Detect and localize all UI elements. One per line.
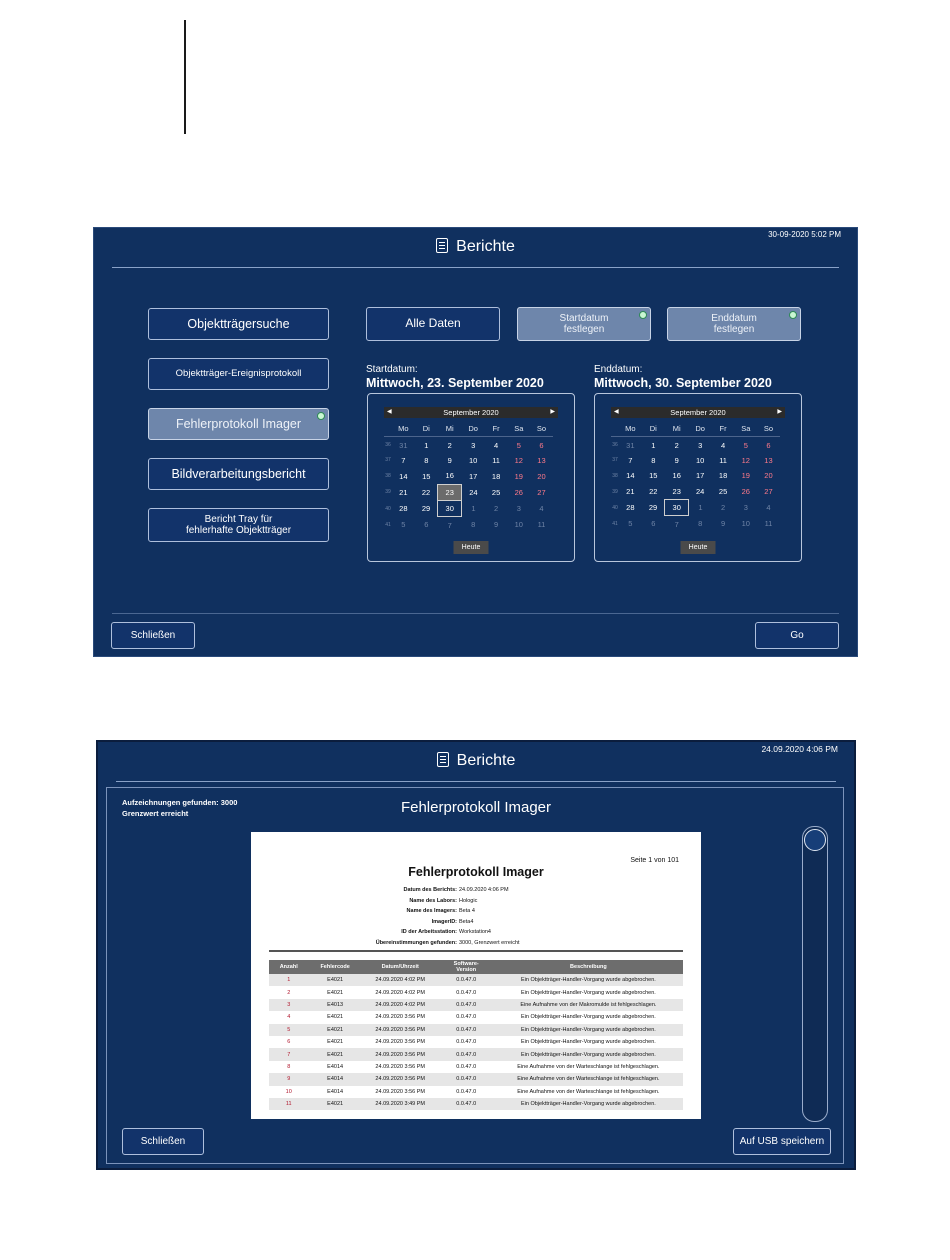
calendar-day[interactable]: 11 — [719, 455, 727, 465]
end-date-value: Mittwoch, 30. September 2020 — [594, 376, 772, 390]
calendar-day[interactable]: 9 — [447, 455, 452, 465]
table-cell: 4 — [287, 1014, 291, 1021]
table-cell: 6 — [287, 1039, 291, 1046]
table-row — [269, 1073, 683, 1085]
calendar-grid — [611, 421, 780, 532]
next-month-icon[interactable]: ▶ — [777, 409, 782, 415]
calendar-day[interactable]: 31 — [399, 440, 408, 450]
table-cell: 11 — [269, 1098, 308, 1110]
table-row — [269, 974, 683, 986]
calendar-day[interactable]: 25 — [718, 487, 728, 496]
nav-error-log-imager-button[interactable] — [148, 408, 329, 440]
set-start-date-label: Startdatum festlegen — [559, 312, 609, 335]
calendar-grid — [384, 421, 553, 533]
week-number: 39 — [612, 488, 618, 495]
table-cell: Ein Objektträger-Handler-Vorgang wurde abgebrochen. — [520, 1039, 656, 1046]
reports-screen-date-selection — [93, 227, 858, 657]
calendar-day[interactable]: 1 — [471, 504, 476, 514]
metadata-row — [251, 908, 701, 918]
table-cell: E4014 — [308, 1073, 361, 1085]
calendar-day[interactable]: 17 — [468, 471, 478, 481]
calendar-day[interactable]: 8 — [471, 520, 476, 530]
calendar-day[interactable]: 5 — [401, 520, 406, 530]
weekday-header: Mi — [438, 421, 462, 437]
calendar-day[interactable]: 23 — [438, 484, 462, 500]
weekday-header: Sa — [734, 421, 757, 437]
table-cell: 24.09.2020 3:56 PM — [375, 1063, 425, 1070]
table-cell: E4014 — [327, 1088, 344, 1095]
calendar-day[interactable]: 28 — [399, 504, 408, 514]
metadata-key: ImagerID: — [431, 918, 457, 925]
month-bar — [384, 407, 558, 418]
week-number: 40 — [385, 505, 391, 512]
calendar-day[interactable]: 18 — [718, 471, 728, 481]
week-number: 40 — [612, 504, 618, 511]
calendar-day[interactable]: 6 — [766, 440, 771, 450]
calendar-day[interactable]: 8 — [651, 455, 656, 465]
weekday-header: Fr — [485, 421, 508, 437]
nav-error-log-label: Fehlerprotokoll Imager — [175, 416, 302, 431]
table-cell: 0.0.47.0 — [439, 1048, 494, 1060]
weekday-header: Fr — [712, 421, 735, 437]
end-date-label: Enddatum: — [594, 364, 643, 375]
calendar-day[interactable]: 4 — [539, 504, 544, 514]
calendar-day[interactable]: 28 — [626, 503, 635, 513]
table-cell: E4013 — [308, 999, 361, 1011]
metadata-key: ID der Arbeitsstation: — [401, 929, 457, 935]
weekday-header: Mo — [619, 421, 642, 437]
week-number: 39 — [385, 489, 391, 496]
weekday-header: Di — [642, 421, 665, 437]
calendar-day[interactable]: 20 — [537, 471, 546, 481]
table-cell: Ein Objektträger-Handler-Vorgang wurde abgebrochen. — [494, 1098, 683, 1110]
table-cell: E4021 — [308, 1048, 361, 1060]
calendar-day[interactable]: 30 — [438, 500, 462, 516]
calendar-day[interactable]: 4 — [494, 440, 499, 450]
calendar-day[interactable]: 22 — [649, 487, 658, 496]
table-cell: Ein Objektträger-Handler-Vorgang wurde abgebrochen. — [520, 1014, 656, 1021]
calendar-day[interactable]: 8 — [424, 455, 429, 465]
page-title: Berichte — [456, 238, 515, 255]
table-cell: 24.09.2020 3:56 PM — [362, 1024, 439, 1036]
page-indicator: Seite 1 von 101 — [630, 857, 679, 864]
scroll-thumb[interactable] — [804, 829, 826, 851]
close-button[interactable]: Schließen — [122, 1128, 204, 1155]
calendar-day[interactable]: 26 — [514, 487, 523, 497]
week-number: 41 — [612, 520, 618, 527]
calendar-day[interactable]: 7 — [628, 455, 633, 465]
metadata-key: Name des Labors: — [409, 897, 457, 904]
table-cell: 0.0.47.0 — [439, 1024, 494, 1036]
table-cell: E4021 — [327, 1039, 344, 1046]
metadata-key: Übereinstimmungen gefunden: — [375, 939, 457, 946]
today-button[interactable]: Heute — [681, 541, 716, 554]
calendar-day[interactable]: 15 — [649, 471, 658, 481]
table-cell: Ein Objektträger-Handler-Vorgang wurde abgebrochen. — [520, 989, 656, 996]
table-row — [269, 1024, 683, 1036]
header — [94, 238, 857, 256]
next-month-icon[interactable]: ▶ — [550, 409, 555, 415]
table-cell: E4014 — [327, 1063, 344, 1070]
save-to-usb-button[interactable]: Auf USB speichern — [733, 1128, 831, 1155]
report-document-icon — [437, 752, 449, 767]
metadata-row — [251, 929, 701, 939]
metadata-row — [251, 940, 701, 950]
month-label: September 2020 — [670, 408, 726, 417]
metadata-value: Workstation4 — [459, 929, 491, 935]
week-number: 41 — [385, 521, 391, 528]
metadata-value: 24.09.2020 4:06 PM — [459, 887, 509, 893]
calendar-day[interactable]: 1 — [651, 440, 656, 450]
calendar-day[interactable]: 7 — [674, 519, 679, 529]
calendar-day[interactable]: 10 — [741, 519, 750, 529]
table-cell: Eine Aufnahme von der Warteschlange ist fehlgeschlagen. — [494, 1073, 683, 1085]
records-found: Aufzeichnungen gefunden: 3000 — [122, 798, 238, 807]
table-cell: 24.09.2020 4:02 PM — [375, 989, 425, 996]
calendar-day[interactable]: 15 — [422, 471, 431, 481]
table-cell: 0.0.47.0 — [456, 989, 477, 996]
nav-tray-report-button[interactable]: Bericht Tray für fehlerhafte Objektträger — [148, 508, 329, 542]
metadata-value: 3000, Grenzwert erreicht — [459, 939, 520, 946]
calendar-day[interactable]: 5 — [743, 440, 748, 450]
calendar-day[interactable]: 17 — [695, 471, 705, 481]
calendar-day[interactable]: 16 — [672, 471, 681, 481]
metadata-row — [251, 887, 701, 897]
metadata-value: Beta 4 — [459, 908, 475, 914]
calendar-day[interactable]: 29 — [421, 504, 431, 514]
calendar-day[interactable]: 30 — [665, 499, 689, 515]
calendar-day[interactable]: 16 — [445, 471, 454, 481]
calendar-day[interactable]: 20 — [764, 471, 773, 481]
table-cell: 1 — [269, 974, 308, 986]
calendar-day[interactable]: 9 — [721, 519, 726, 529]
table-cell: 24.09.2020 3:56 PM — [375, 1039, 425, 1046]
calendar-day[interactable]: 12 — [741, 455, 750, 465]
prev-month-icon[interactable]: ◀ — [614, 409, 619, 415]
table-cell: Eine Aufnahme von der Warteschlange ist fehlgeschlagen. — [517, 1063, 660, 1070]
weekday-header: Do — [689, 421, 712, 437]
column-header[interactable]: Anzahl — [269, 960, 308, 974]
metadata-row — [251, 898, 701, 908]
calendar-day[interactable]: 19 — [514, 471, 523, 481]
weekday-header: Di — [415, 421, 438, 437]
table-cell: Eine Aufnahme von der Makromulde ist fehlgeschlagen. — [494, 999, 683, 1011]
table-cell: 8 — [287, 1063, 291, 1070]
week-number: 37 — [612, 457, 618, 464]
table-cell: 3 — [269, 999, 308, 1011]
week-number: 38 — [612, 472, 618, 479]
calendar-day[interactable]: 2 — [721, 503, 726, 513]
calendar-day[interactable]: 7 — [401, 455, 406, 465]
calendar-day[interactable]: 6 — [424, 520, 429, 530]
table-row — [269, 1036, 683, 1048]
weekday-header: Do — [462, 421, 485, 437]
calendar-day[interactable]: 2 — [447, 440, 452, 450]
metadata-key: Datum des Berichts: — [403, 887, 457, 893]
metadata-key: Name des Imagers: — [406, 908, 457, 914]
calendar-day[interactable]: 13 — [537, 455, 546, 465]
table-cell: 10 — [285, 1088, 292, 1095]
calendar-day[interactable]: 8 — [698, 519, 703, 529]
week-header — [384, 421, 392, 437]
calendar-day[interactable]: 4 — [766, 503, 771, 513]
report-title: Fehlerprotokoll Imager — [400, 799, 552, 816]
calendar-day[interactable]: 9 — [494, 520, 499, 530]
calendar-day[interactable]: 18 — [491, 471, 501, 481]
start-date-value: Mittwoch, 23. September 2020 — [366, 376, 544, 390]
table-row — [269, 999, 683, 1011]
calendar-day[interactable]: 24 — [695, 487, 705, 496]
column-header[interactable]: Fehlercode — [308, 960, 361, 974]
calendar-day[interactable]: 12 — [514, 455, 523, 465]
week-number: 36 — [385, 442, 391, 449]
calendar-day[interactable]: 11 — [492, 455, 500, 465]
timestamp: 30-09-2020 5:02 PM — [768, 230, 841, 239]
footer-divider — [112, 613, 839, 614]
start-date-indicator-icon — [639, 311, 647, 319]
weekday-header: Mo — [392, 421, 415, 437]
calendar-day[interactable]: 7 — [447, 520, 452, 530]
calendar-day[interactable]: 3 — [471, 440, 476, 450]
calendar-day[interactable]: 6 — [651, 519, 656, 529]
calendar-day[interactable]: 14 — [399, 471, 408, 481]
calendar-day[interactable]: 11 — [764, 519, 773, 529]
prev-month-icon[interactable]: ◀ — [387, 409, 392, 415]
vertical-scrollbar[interactable] — [802, 826, 828, 1122]
weekday-header: So — [530, 421, 553, 437]
all-data-button[interactable]: Alle Daten — [366, 307, 500, 341]
document-title: Fehlerprotokoll Imager — [408, 865, 544, 879]
calendar-day[interactable]: 5 — [516, 440, 521, 450]
table-cell: 0.0.47.0 — [439, 999, 494, 1011]
table-row — [269, 1086, 683, 1098]
table-row — [269, 1011, 683, 1023]
calendar-day[interactable]: 10 — [468, 455, 478, 465]
calendar-day[interactable]: 3 — [698, 440, 703, 450]
table-cell: Eine Aufnahme von der Warteschlange ist fehlgeschlagen. — [517, 1088, 660, 1095]
table-cell: 0.0.47.0 — [456, 1014, 477, 1021]
metadata-value: Beta4 — [459, 918, 474, 925]
calendar-day[interactable]: 6 — [539, 440, 544, 450]
table-cell: 0.0.47.0 — [456, 1088, 477, 1095]
nav-objekttraegersuche-button[interactable]: Objektträgersuche — [148, 308, 329, 340]
calendar-day[interactable]: 13 — [764, 455, 773, 465]
reports-screen-error-log — [96, 740, 856, 1170]
set-start-date-button[interactable] — [517, 307, 651, 341]
end-date-calendar — [594, 393, 802, 562]
column-header[interactable]: Beschreibung — [494, 960, 683, 974]
table-cell: 7 — [269, 1048, 308, 1060]
calendar-day[interactable]: 1 — [424, 440, 429, 450]
table-cell: 24.09.2020 3:56 PM — [375, 1088, 425, 1095]
page-title: Berichte — [456, 752, 516, 769]
calendar-day[interactable]: 27 — [764, 487, 773, 496]
calendar-day[interactable]: 11 — [537, 520, 546, 530]
calendar-day[interactable]: 21 — [399, 487, 408, 497]
table-cell: 24.09.2020 4:02 PM — [362, 999, 439, 1011]
document-divider — [269, 950, 683, 952]
metadata-row — [251, 919, 701, 929]
calendar-day[interactable]: 1 — [698, 503, 703, 513]
end-date-indicator-icon — [789, 311, 797, 319]
table-cell: 24.09.2020 4:02 PM — [362, 974, 439, 986]
table-row — [269, 1061, 683, 1073]
month-bar — [611, 407, 785, 418]
calendar-day[interactable]: 23 — [672, 486, 681, 496]
nav-image-processing-button[interactable]: Bildverarbeitungsbericht — [148, 458, 329, 490]
calendar-day[interactable]: 29 — [648, 503, 658, 513]
table-row — [269, 986, 683, 998]
table-cell: 0.0.47.0 — [456, 1039, 477, 1046]
calendar-day[interactable]: 31 — [626, 440, 635, 450]
weekday-header: Mi — [665, 421, 689, 437]
table-cell: 0.0.47.0 — [439, 974, 494, 986]
calendar-day[interactable]: 25 — [491, 487, 501, 497]
calendar-day[interactable]: 24 — [469, 487, 478, 497]
set-end-date-label: Enddatum festlegen — [711, 312, 757, 335]
header-divider — [112, 267, 839, 268]
calendar-day[interactable]: 14 — [626, 471, 635, 481]
header — [98, 752, 854, 770]
metadata-value: Hologic — [459, 897, 478, 904]
table-cell: 24.09.2020 3:56 PM — [362, 1073, 439, 1085]
header-divider — [116, 781, 836, 782]
calendar-day[interactable]: 5 — [628, 519, 633, 529]
calendar-day[interactable]: 9 — [674, 455, 679, 465]
selected-indicator-icon — [317, 412, 325, 420]
set-end-date-button[interactable] — [667, 307, 801, 341]
table-cell: E4021 — [327, 1014, 344, 1021]
calendar-day[interactable]: 10 — [514, 520, 523, 530]
week-header — [611, 421, 619, 437]
table-cell: Ein Objektträger-Handler-Vorgang wurde abgebrochen. — [494, 974, 683, 986]
error-table — [269, 960, 683, 1110]
table-cell: E4021 — [308, 1024, 361, 1036]
table-cell: E4021 — [308, 974, 361, 986]
calendar-day[interactable]: 19 — [741, 471, 750, 481]
table-cell: E4021 — [327, 989, 344, 996]
calendar-day[interactable]: 4 — [721, 440, 726, 450]
table-cell: Ein Objektträger-Handler-Vorgang wurde abgebrochen. — [494, 1024, 683, 1036]
week-number: 38 — [385, 473, 391, 480]
week-number: 36 — [612, 442, 618, 449]
today-button[interactable]: Heute — [454, 541, 489, 554]
go-button[interactable]: Go — [755, 622, 839, 649]
table-cell: 0.0.47.0 — [456, 1063, 477, 1070]
table-cell: 24.09.2020 3:56 PM — [375, 1014, 425, 1021]
weekday-header: So — [757, 421, 780, 437]
limit-reached: Grenzwert erreicht — [122, 809, 189, 818]
report-document-icon — [436, 238, 448, 253]
column-header[interactable]: Software- Version — [439, 960, 494, 974]
week-number: 37 — [385, 457, 391, 464]
calendar-day[interactable]: 2 — [494, 504, 499, 514]
table-cell: 24.09.2020 3:49 PM — [362, 1098, 439, 1110]
table-cell: 2 — [287, 989, 291, 996]
table-cell: 5 — [269, 1024, 308, 1036]
nav-event-log-button[interactable]: Objektträger-Ereignisprotokoll — [148, 358, 329, 390]
margin-rule — [184, 20, 186, 134]
report-preview-page[interactable] — [251, 832, 701, 1119]
table-cell: 0.0.47.0 — [439, 1098, 494, 1110]
table-cell: Ein Objektträger-Handler-Vorgang wurde abgebrochen. — [494, 1048, 683, 1060]
table-cell: 0.0.47.0 — [439, 1073, 494, 1085]
close-button[interactable]: Schließen — [111, 622, 195, 649]
timestamp: 24.09.2020 4:06 PM — [761, 744, 838, 754]
table-cell: 24.09.2020 3:56 PM — [362, 1048, 439, 1060]
calendar-day[interactable]: 2 — [674, 440, 679, 450]
calendar-day[interactable]: 26 — [741, 487, 750, 496]
calendar-day[interactable]: 21 — [626, 487, 635, 496]
month-label: September 2020 — [443, 408, 499, 417]
column-header[interactable]: Datum/Uhrzeit — [362, 960, 439, 974]
start-date-calendar — [367, 393, 575, 562]
start-date-label: Startdatum: — [366, 364, 418, 375]
table-row — [269, 1048, 683, 1060]
calendar-day[interactable]: 27 — [537, 487, 546, 497]
weekday-header: Sa — [507, 421, 530, 437]
calendar-day[interactable]: 10 — [695, 455, 705, 465]
calendar-day[interactable]: 3 — [516, 504, 521, 514]
calendar-day[interactable]: 22 — [421, 487, 431, 497]
table-cell: 9 — [269, 1073, 308, 1085]
table-cell: E4021 — [308, 1098, 361, 1110]
calendar-day[interactable]: 3 — [743, 503, 748, 513]
table-row — [269, 1098, 683, 1110]
